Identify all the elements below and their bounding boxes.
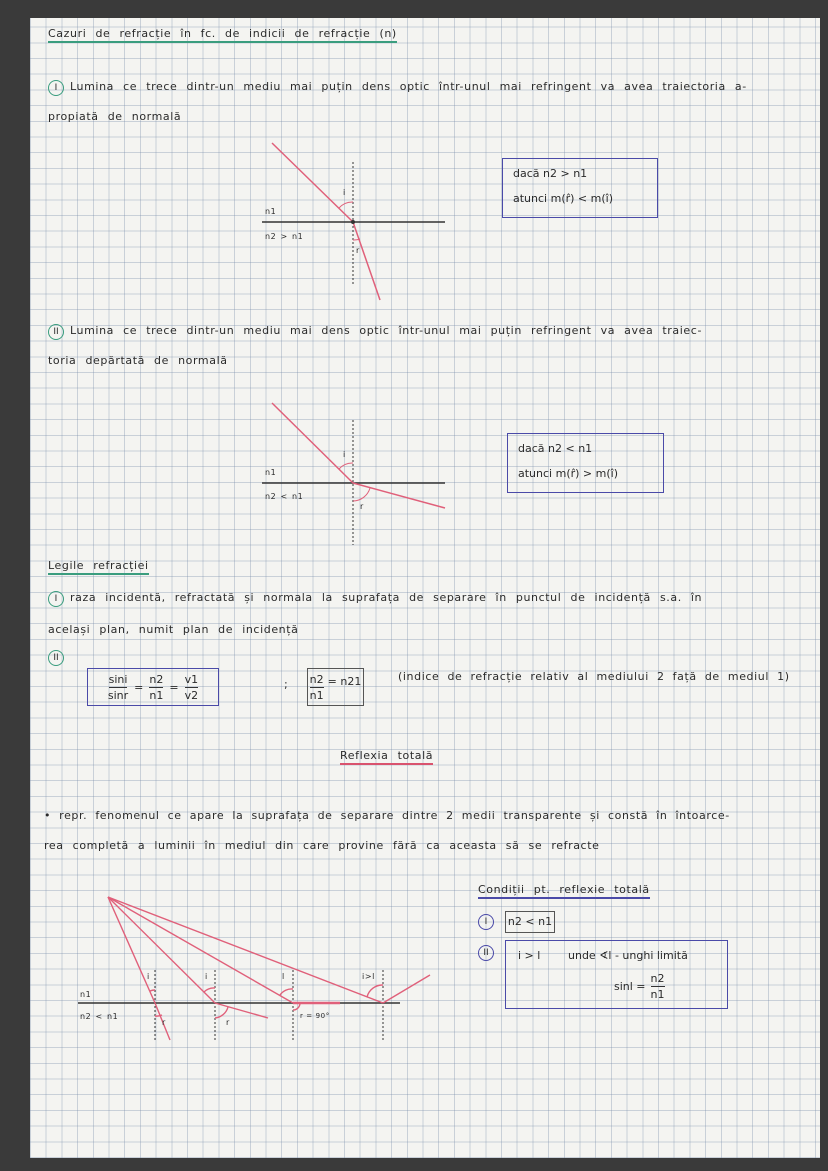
incident-ray [272,403,353,483]
number-badge: I [48,80,64,96]
label-n2: n2 < n1 [265,492,304,501]
page-title: Cazuri de refracție în fc. de indicii de refracție (n) [48,27,397,43]
separator: ; [284,678,289,691]
total-reflection-diagram [78,897,430,1040]
relative-index-note: (indice de refracție relativ al mediului 2 față de mediul 1) [398,670,790,683]
sin-l: sinl = [614,980,646,993]
angle-r-arc [353,488,370,501]
denominator: n1 [650,988,665,1001]
condition-1-num [478,914,500,930]
label-n1: n1 [265,468,277,477]
label-i-greater-l: i>l [362,972,375,981]
label-r: r [356,246,360,255]
label-n2: n2 < n1 [80,1012,119,1021]
denominator: n1 [149,688,164,702]
numerator: n2 [149,672,164,686]
denominator: sinr [107,688,129,702]
refracted-ray [353,222,380,300]
refraction-diagram-1 [262,143,445,300]
box-line2: atunci m(r̂) > m(î) [518,467,618,480]
case2-line2: toria depărtată de normală [48,354,228,367]
box-line2: atunci m(r̂) < m(î) [513,192,613,205]
case2-condition-box [507,433,664,493]
angle-i-arc [339,463,353,469]
label-n2: n2 > n1 [265,232,304,241]
rhs: = n21 [327,674,362,688]
law1-line1: I raza incidentă, refractată și normala la suprafața de separare în punctul de incidență s.a. în [48,591,702,607]
number-badge: I [478,914,494,930]
label-n1: n1 [265,207,277,216]
number-badge: I [48,591,64,607]
snell-law-box [87,668,219,706]
label-i: i [343,450,346,459]
condition-2-note: unde ∢l - unghi limită [568,949,688,962]
conditions-heading: Condiții pt. reflexie totală [478,883,650,899]
equals: = [134,680,144,694]
case2-line1: II Lumina ce trece dintr-un mediu mai dens optic într-unul mai puțin refringent va avea traiec- [48,324,702,340]
total-def-line2: rea completă a luminii în mediul din care provine fără ca aceasta să se refracte [44,839,600,852]
label-i: i [147,972,150,981]
label-r-90: r = 90° [300,1012,330,1020]
number-badge: II [478,945,494,961]
condition-1-box: n2 < n1 [505,911,555,933]
total-reflection-heading: Reflexia totală [340,749,433,765]
equals: = [169,680,179,694]
label-r: r [360,502,364,511]
label-l: l [282,972,285,981]
label-i: i [205,972,208,981]
law2-label [48,650,70,666]
refraction-diagram-2 [262,403,445,545]
condition-2-num [478,945,500,961]
box-line1: dacă n2 < n1 [518,442,593,455]
label-r: r [162,1018,166,1027]
label-i: i [343,188,346,197]
case1-line2: propiată de normală [48,110,182,123]
label-r: r [226,1018,230,1027]
numerator: sini [108,672,128,686]
numerator: n2 [650,972,665,985]
numerator: n2 [309,672,324,686]
laws-heading: Legile refracției [48,559,149,575]
total-def-line1: • repr. fenomenul ce apare la suprafața de separare dintre 2 medii transparente și constă în întoarce- [44,809,730,822]
condition-2-box [505,940,728,1009]
case1-condition-box [502,158,658,218]
angle-i-arc [339,202,353,208]
denominator: n1 [309,688,324,702]
incident-ray [272,143,353,222]
box-line1: dacă n2 > n1 [513,167,588,180]
refracted-ray [353,483,445,508]
label-n1: n1 [80,990,92,999]
number-badge: II [48,324,64,340]
law1-line2: același plan, numit plan de incidență [48,623,299,636]
limit-angle-formula [614,971,665,1002]
denominator: v2 [184,688,199,702]
condition-2-inequality: i > l [518,949,541,962]
case1-line1: I Lumina ce trece dintr-un mediu mai puțin dens optic într-unul mai refringent va avea traiectoria a- [48,80,747,96]
number-badge: II [48,650,64,666]
numerator: v1 [184,672,199,686]
relative-index-box [307,668,364,706]
